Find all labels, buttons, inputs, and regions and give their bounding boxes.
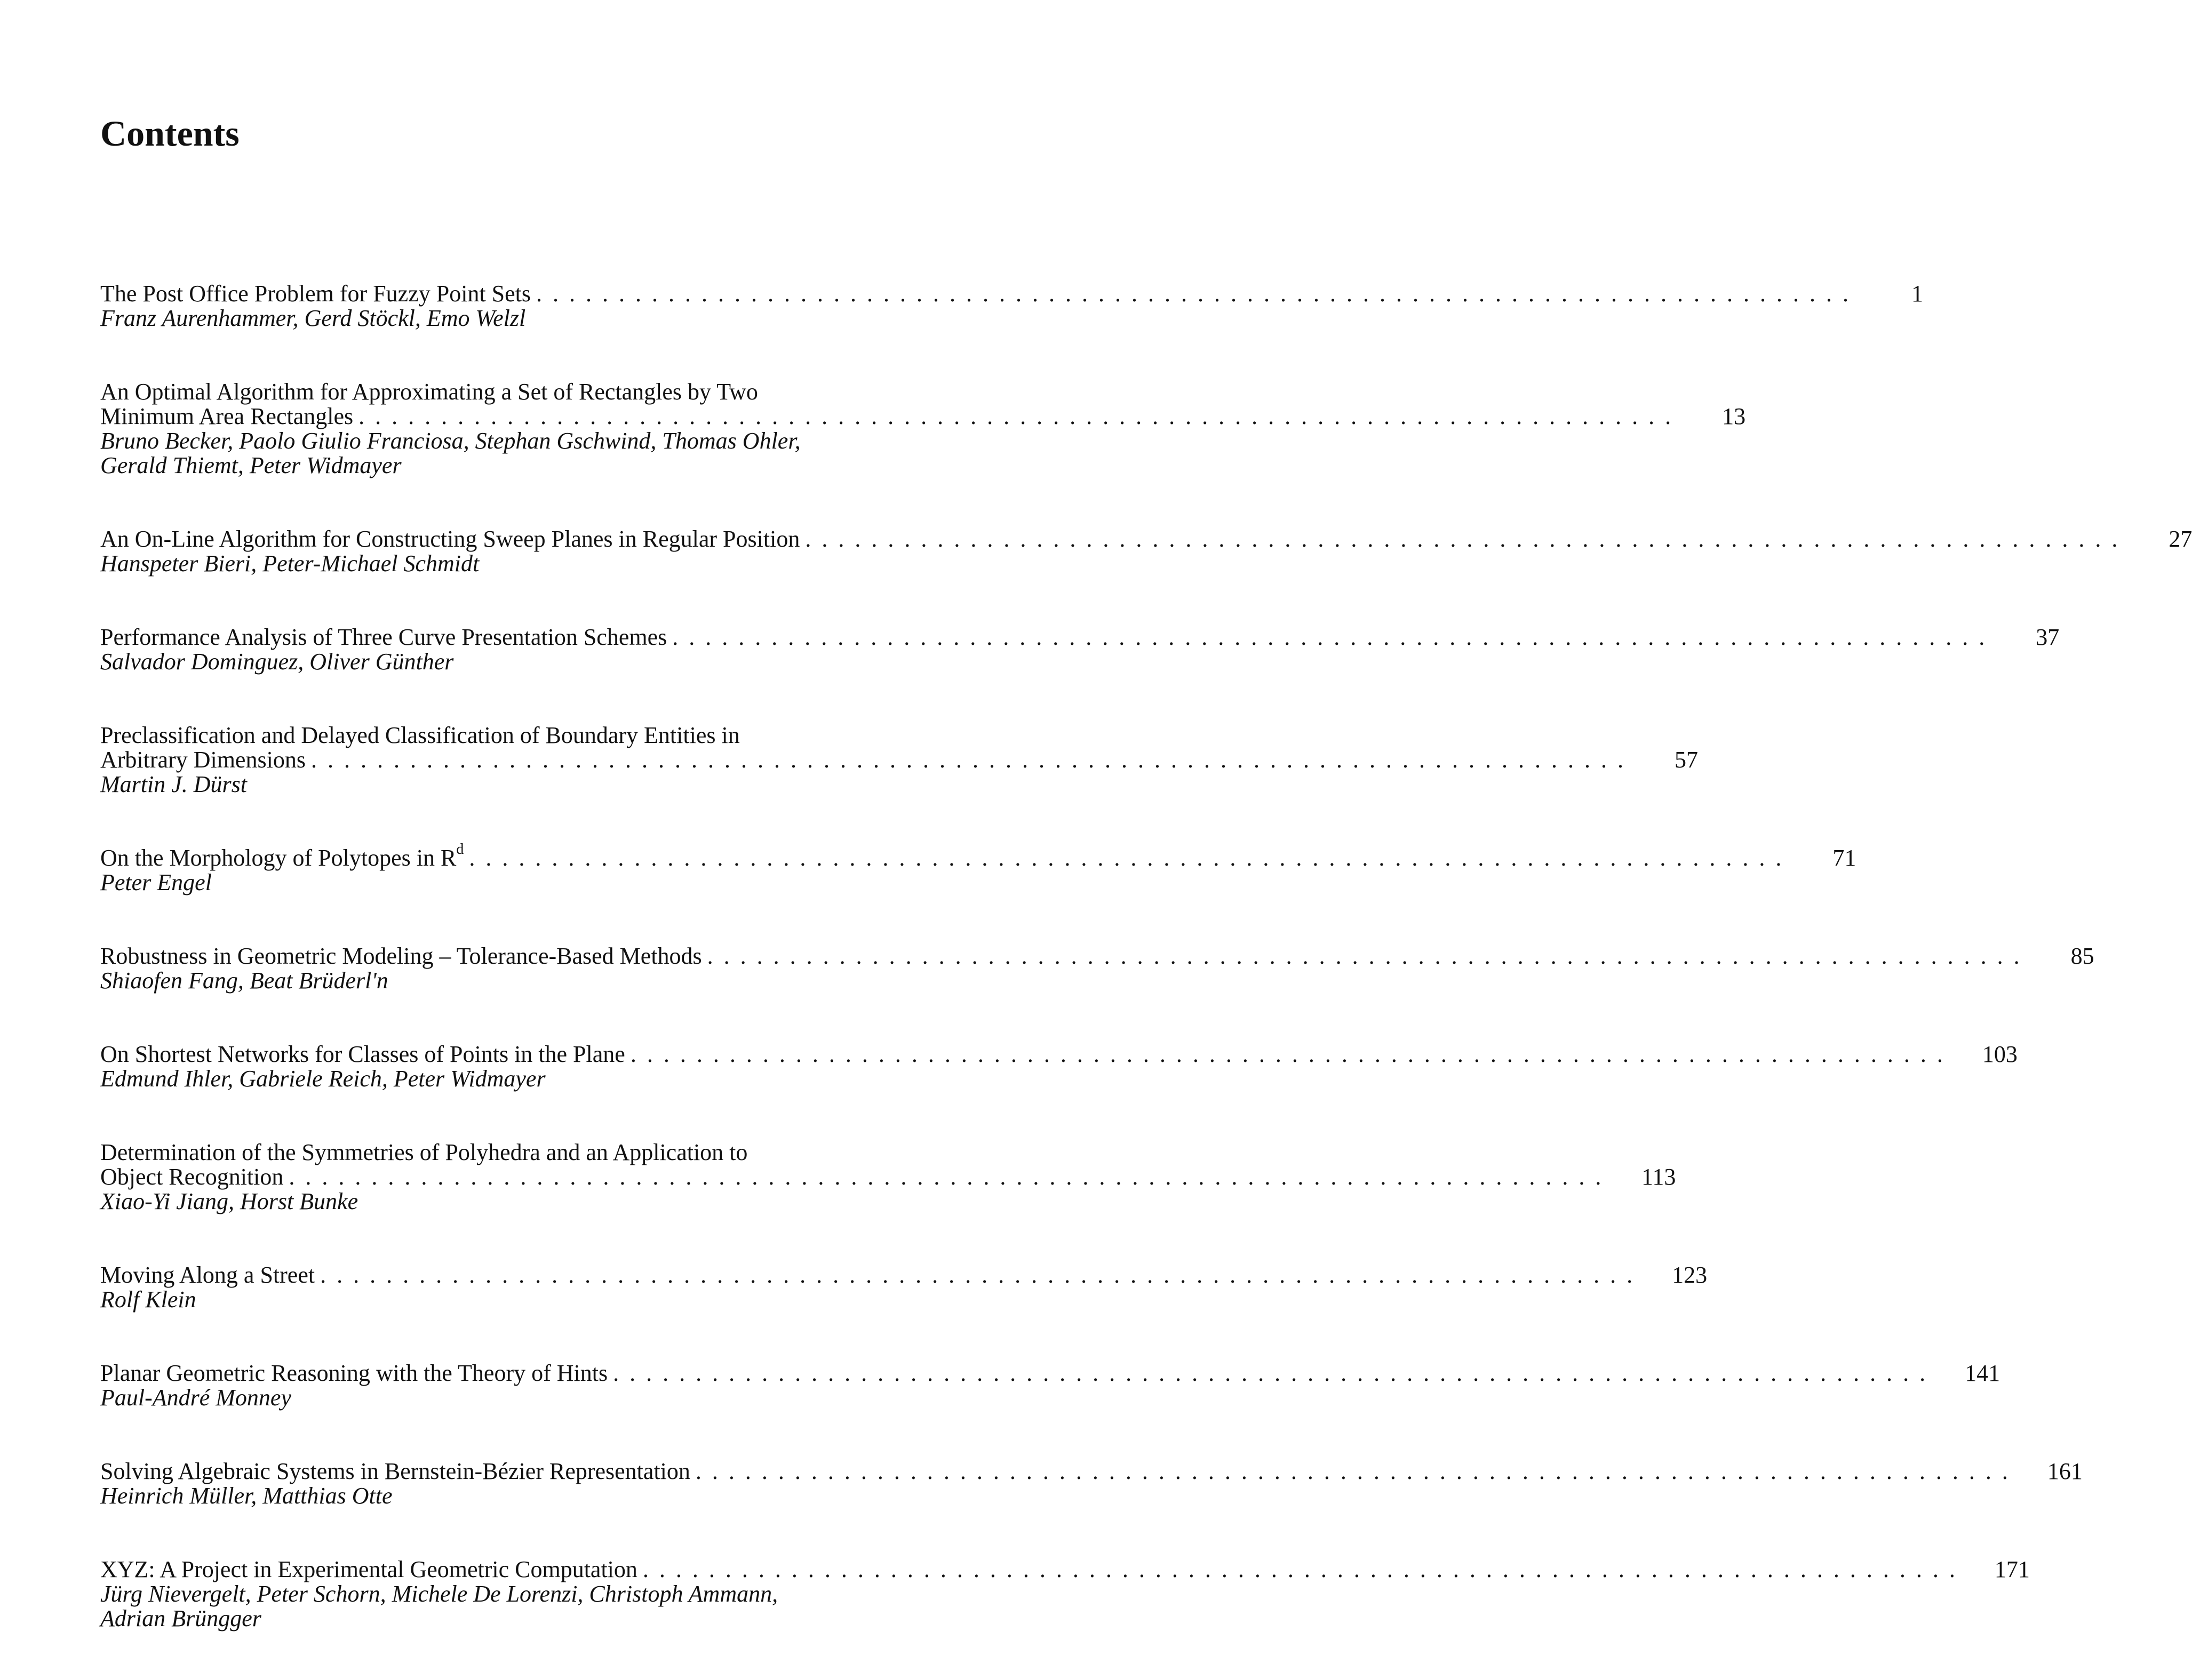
toc-entry[interactable] (100, 1262, 1708, 1313)
entry-authors: Gerald Thiemt, Peter Widmayer (100, 452, 402, 478)
entry-title-text (100, 1361, 608, 1386)
dot-leader: ................................................................................ (613, 1360, 1936, 1386)
toc-entry[interactable] (100, 1041, 2018, 1092)
toc-entry[interactable] (100, 526, 2192, 577)
dot-leader: ................................................................................ (642, 1556, 1966, 1582)
entry-authors: Edmund Ihler, Gabriele Reich, Peter Widmayer (100, 1066, 546, 1092)
entry-authors: Rolf Klein (100, 1286, 196, 1313)
entry-title (100, 1262, 1708, 1288)
toc-entry[interactable] (100, 841, 1856, 895)
toc-entry[interactable] (100, 1139, 1676, 1214)
table-of-contents (100, 281, 2192, 1680)
entry-title-text (100, 944, 702, 969)
toc-entry[interactable] (100, 943, 2094, 994)
toc-entry[interactable] (100, 379, 1746, 478)
toc-entry[interactable] (100, 1458, 2083, 1509)
entry-title (100, 841, 1856, 871)
dot-leader: ................................................................................ (630, 1041, 1954, 1067)
page-number: 37 (2036, 624, 2060, 650)
entry-title-line: Determination of the Symmetries of Polyhedra and an Application to (100, 1139, 748, 1165)
page-number: 103 (1982, 1041, 2018, 1067)
entry-title-text (100, 1263, 315, 1287)
dot-leader: ................................................................................ (320, 1262, 1644, 1288)
entry-title (100, 747, 1698, 773)
entry-title (100, 624, 2060, 650)
toc-entry[interactable] (100, 1360, 2000, 1411)
dot-leader: ................................................................................ (805, 526, 2129, 552)
entry-title-superscript: d (456, 841, 464, 858)
entry-title-text (100, 527, 800, 551)
entry-title-text (100, 404, 353, 429)
entry-title-line: An Optimal Algorithm for Approximating a Set of Rectangles by Two (100, 379, 758, 405)
entry-authors: Salvador Dominguez, Oliver Günther (100, 649, 454, 675)
entry-title-label: The Post Office Problem for Fuzzy Point Sets (100, 281, 531, 307)
page-number: 171 (1994, 1556, 2030, 1582)
entry-title-text (100, 282, 531, 306)
entry-title-label: Moving Along a Street (100, 1262, 315, 1288)
page-number: 1 (1911, 281, 1923, 307)
dot-leader: ................................................................................ (358, 403, 1682, 429)
entry-title (100, 1164, 1676, 1190)
entry-authors: Adrian Brüngger (100, 1605, 261, 1631)
page-title: Contents (100, 113, 240, 154)
entry-authors: Jürg Nievergelt, Peter Schorn, Michele De Lorenzi, Christoph Ammann, (100, 1581, 778, 1607)
entry-title-text (100, 625, 667, 650)
entry-title (100, 403, 1746, 429)
entry-title-label: XYZ: A Project in Experimental Geometric Computation (100, 1556, 637, 1582)
entry-title-label: Solving Algebraic Systems in Bernstein-Bézier Representation (100, 1458, 690, 1484)
page-number: 113 (1641, 1164, 1676, 1190)
entry-authors: Paul-André Monney (100, 1385, 291, 1411)
entry-title-label: On Shortest Networks for Classes of Points in the Plane (100, 1041, 625, 1067)
page-number: 161 (2047, 1458, 2083, 1484)
entry-authors: Shiaofen Fang, Beat Brüderl'n (100, 967, 388, 994)
entry-title (100, 1556, 2030, 1582)
entry-title (100, 281, 1923, 307)
entry-authors: Martin J. Dürst (100, 771, 247, 797)
entry-authors: Peter Engel (100, 869, 212, 895)
toc-entry[interactable] (100, 1556, 2030, 1631)
entry-authors: Hanspeter Bieri, Peter-Michael Schmidt (100, 550, 480, 577)
entry-authors: Xiao-Yi Jiang, Horst Bunke (100, 1188, 358, 1214)
page-number: 13 (1722, 403, 1746, 429)
entry-title-label: On the Morphology of Polytopes in R (100, 845, 457, 871)
page-number: 85 (2070, 943, 2094, 969)
entry-title-label: Planar Geometric Reasoning with the Theory of Hints (100, 1360, 608, 1386)
entry-title (100, 1458, 2083, 1484)
dot-leader: ................................................................................ (672, 624, 1996, 650)
entry-authors: Bruno Becker, Paolo Giulio Franciosa, Stephan Gschwind, Thomas Ohler, (100, 428, 801, 454)
entry-title-text (100, 841, 464, 871)
toc-entry[interactable] (100, 722, 1698, 797)
page-number: 141 (1965, 1360, 2000, 1386)
dot-leader: ................................................................................ (310, 747, 1634, 773)
entry-title-line: Preclassification and Delayed Classification of Boundary Entities in (100, 722, 740, 748)
entry-title-label: Robustness in Geometric Modeling – Tolerance-Based Methods (100, 943, 702, 969)
entry-title-label: Arbitrary Dimensions (100, 747, 306, 773)
dot-leader: ................................................................................ (469, 845, 1792, 871)
entry-authors: Heinrich Müller, Matthias Otte (100, 1483, 393, 1509)
entry-title-text (100, 748, 306, 772)
entry-title (100, 526, 2192, 552)
entry-title (100, 1360, 2000, 1386)
dot-leader: ................................................................................ (695, 1458, 2019, 1484)
dot-leader: ................................................................................ (289, 1164, 1612, 1190)
page-number: 57 (1674, 747, 1698, 773)
entry-title-label: An On-Line Algorithm for Constructing Sweep Planes in Regular Position (100, 526, 800, 552)
dot-leader: ................................................................................ (707, 943, 2030, 969)
entry-title-text (100, 1165, 283, 1189)
page-number: 27 (2169, 526, 2192, 552)
dot-leader: ................................................................................ (536, 281, 1859, 307)
entry-title-label: Minimum Area Rectangles (100, 403, 354, 429)
entry-title (100, 1041, 2018, 1067)
entry-title-label: Performance Analysis of Three Curve Presentation Schemes (100, 624, 667, 650)
entry-title-text (100, 1557, 637, 1582)
toc-entry[interactable] (100, 624, 2060, 675)
entry-title-label: Object Recognition (100, 1164, 284, 1190)
entry-authors: Franz Aurenhammer, Gerd Stöckl, Emo Welzl (100, 305, 526, 331)
entry-title (100, 943, 2094, 969)
entry-title-text (100, 1042, 625, 1067)
page-number: 123 (1672, 1262, 1708, 1288)
entry-title-text (100, 1459, 690, 1484)
toc-entry[interactable] (100, 281, 1923, 331)
page-number: 71 (1832, 845, 1856, 871)
